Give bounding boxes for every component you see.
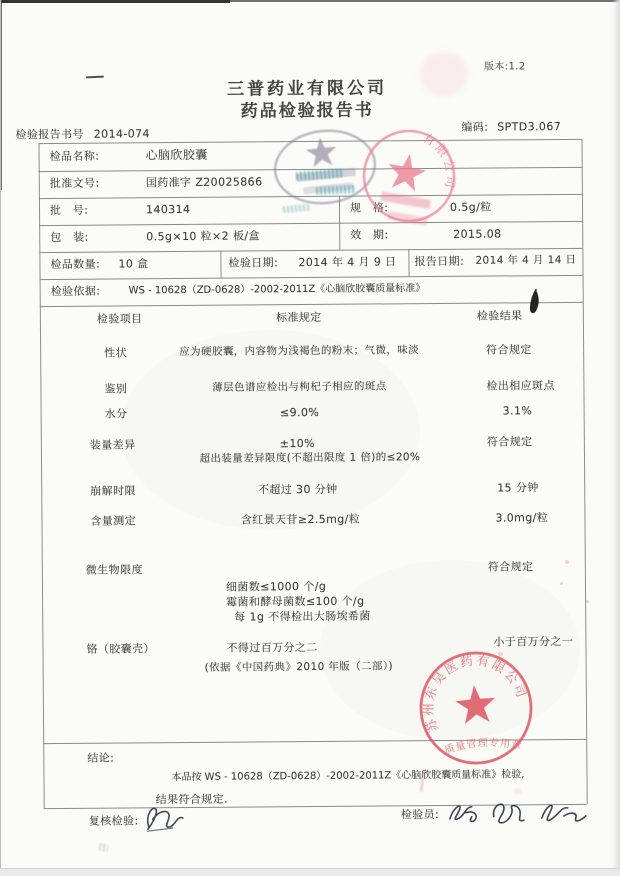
scan-edge-left-faint: [0, 0, 1, 876]
table-line: [39, 221, 582, 226]
result-row-item: 含量测定: [90, 514, 137, 528]
field-spec-label: 规 格:: [349, 201, 389, 215]
quality-seal-subtitle: 质量管理专用章: [443, 737, 524, 757]
result-row-standard: 含红景天苷≥2.5mg/粒: [240, 512, 361, 527]
result-row-result: 检出相应斑点: [486, 379, 555, 393]
ink-blob: [524, 288, 546, 316]
pink-speck: [545, 640, 549, 643]
result-row-item: 装量差异: [89, 438, 136, 452]
pink-seal-partial-text: 有限公司: [420, 130, 459, 193]
result-row-result: 15 分钟: [497, 481, 539, 495]
result-row-standard: 每 1g 不得检出大肠埃希菌: [234, 609, 371, 624]
field-sample-name-label: 检品名称:: [49, 149, 100, 164]
code-label: 编码:: [461, 120, 489, 134]
field-basis-value: WS - 10628（ZD-0628）-2002-2011Z《心脑欣胶囊质量标准》: [128, 283, 426, 297]
result-row-result: 小于百万分之一: [493, 634, 574, 649]
result-row-result: 符合规定: [487, 560, 534, 574]
field-expiry-value: 2015.08: [453, 227, 502, 241]
result-row-item: 鉴别: [104, 382, 128, 396]
quality-seal-company: 苏州东吴医药有限公司: [420, 652, 531, 735]
result-row-result: 3.1%: [502, 404, 533, 418]
report-number: [15, 127, 150, 142]
quality-seal: [408, 640, 544, 780]
field-sample-name-value: 心脑欣胶囊: [145, 147, 208, 163]
scan-edge-bottom: [0, 868, 620, 876]
pink-smudge: [420, 52, 468, 96]
pink-speck: [498, 652, 503, 656]
scan-edge-right: [612, 0, 620, 876]
field-qty-value: 10 盒: [118, 257, 149, 271]
field-pack-value: 0.5g×10 粒×2 板/盒: [146, 229, 260, 244]
result-row-result: 符合规定: [486, 343, 532, 357]
field-batch-value: 140314: [145, 202, 191, 217]
pink-speck: [586, 600, 589, 603]
document-title: 药品检验报告书: [240, 100, 374, 122]
field-test-date-value: 2014 年 4 月 9 日: [298, 255, 397, 270]
table-line: [40, 275, 583, 280]
result-row-standard: 霉菌和酵母菌数≤100 个/g: [226, 594, 365, 609]
code: [461, 120, 561, 135]
result-row-standard: 超出装量差异限度(不超出限度 1 倍)的≤20%: [199, 451, 421, 465]
report-number-value: 2014-074: [93, 127, 150, 141]
inspector-signatures: [446, 794, 598, 835]
result-row-item: 性状: [104, 346, 128, 360]
results-header-item: 检验项目: [96, 312, 143, 326]
field-pack-label: 包 装:: [50, 230, 89, 245]
pink-smudge: [514, 788, 522, 794]
result-row-item: 崩解时限: [90, 484, 136, 498]
inspector-label: 检验员:: [400, 807, 440, 822]
version-label: 版本:1.2: [483, 61, 526, 73]
pink-company-seal: [355, 122, 463, 234]
table-divider: [220, 251, 221, 278]
svg-text:质量管理专用章: [442, 732, 524, 759]
result-row-standard: ≤9.0%: [279, 405, 320, 420]
field-approval-value: 国药准字 Z20025866: [145, 175, 263, 190]
code-value: SPTD3.067: [497, 120, 562, 134]
conclusion-label: 结论:: [87, 751, 115, 765]
field-basis-label: 检验依据:: [50, 284, 101, 299]
result-row-result: 符合规定: [486, 435, 533, 449]
svg-text:有限公司: [413, 130, 465, 192]
result-row-standard: 不得过百万分之二: [226, 640, 318, 655]
report-number-label: 检验报告书号: [15, 127, 84, 142]
result-row-standard: 应为硬胶囊，内容物为浅褐色的粉末；气微，味淡: [179, 344, 420, 359]
field-expiry-label: 效 期:: [350, 228, 389, 242]
pink-speck: [560, 582, 563, 585]
field-report-date-value: 2014 年 4 月 14 日: [475, 253, 577, 267]
conclusion-line1: 本品按 WS - 10628（ZD-0628）-2002-2011Z《心脑欣胶囊质量标准》检验,: [171, 769, 525, 784]
field-spec-value: 0.5g/粒: [449, 200, 492, 214]
table-line: [39, 248, 582, 253]
result-row-result: 3.0mg/粒: [495, 511, 549, 525]
faint-pencil-mark: [98, 843, 108, 853]
field-report-date-label: 报告日期:: [414, 254, 465, 269]
field-test-date-label: 检验日期:: [228, 256, 279, 270]
conclusion-line2: 结果符合规定.: [155, 792, 229, 807]
result-row-item: 水分: [104, 407, 128, 421]
field-approval-label: 批准文号:: [49, 176, 100, 191]
result-row-standard: (依据《中国药典》2010 年版（二部）): [204, 660, 394, 674]
result-row-item: 微生物限度: [85, 563, 143, 577]
result-row-standard: ±10%: [279, 436, 316, 451]
scan-edge-top-left: [0, 0, 230, 3]
reviewer-signature: [139, 801, 191, 835]
table-border: [581, 139, 587, 804]
pink-speck: [565, 560, 569, 564]
reviewer-label: 复核检验:: [88, 814, 139, 828]
results-header-result: 检验结果: [476, 309, 523, 323]
results-header-standard: 标准规定: [276, 310, 322, 325]
result-row-standard: 细菌数≤1000 个/g: [225, 579, 327, 594]
field-qty-label: 检品数量:: [50, 257, 101, 272]
result-row-item: 铬（胶囊壳）: [86, 642, 155, 656]
result-row-standard: 薄层色谱应检出与枸杞子相应的斑点: [212, 380, 387, 394]
company-name: 三普药业有限公司: [227, 78, 388, 100]
table-line: [40, 302, 583, 307]
result-row-standard: 不超过 30 分钟: [257, 482, 338, 497]
table-divider: [408, 249, 409, 276]
field-batch-label: 批 号:: [49, 203, 89, 218]
table-border: [39, 143, 45, 808]
